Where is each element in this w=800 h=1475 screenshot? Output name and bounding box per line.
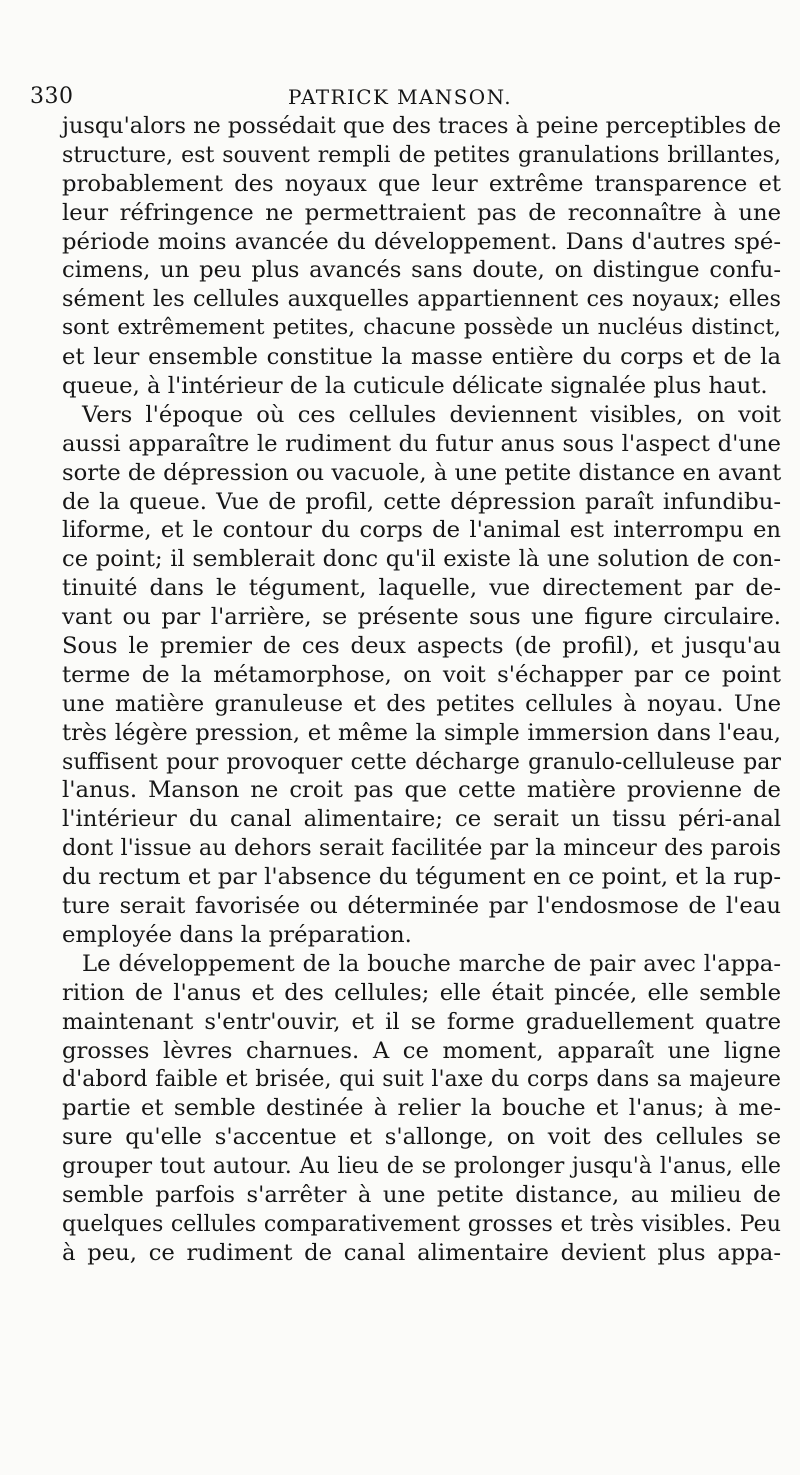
text-line: vant ou par l'arrière, se présente sous une figure circulaire. xyxy=(62,604,781,631)
text-line: semble parfois s'arrêter à une petite distance, au milieu de xyxy=(62,1181,781,1208)
text-line: une matière granuleuse et des petites cellules à noyau. Une xyxy=(62,690,781,717)
body-text xyxy=(62,112,781,1268)
text-line: aussi apparaître le rudiment du futur anus sous l'aspect d'une xyxy=(62,430,781,457)
text-line: l'anus. Manson ne croit pas que cette matière provienne de xyxy=(62,777,781,804)
text-line: grouper tout autour. Au lieu de se prolonger jusqu'à l'anus, elle xyxy=(62,1153,781,1180)
text-line: sure qu'elle s'accentue et s'allonge, on voit des cellules se xyxy=(62,1124,781,1151)
text-line: liforme, et le contour du corps de l'animal est interrompu en xyxy=(62,517,781,544)
text-line: ture serait favorisée ou déterminée par l'endosmose de l'eau xyxy=(62,893,781,920)
text-line: Vers l'époque où ces cellules deviennent visibles, on voit xyxy=(82,401,781,428)
text-line: quelques cellules comparativement grosses et très visibles. Peu xyxy=(62,1210,781,1237)
text-line: leur réfringence ne permettraient pas de reconnaître à une xyxy=(62,199,781,226)
text-line: tinuité dans le tégument, laquelle, vue directement par de- xyxy=(62,575,781,602)
text-line: structure, est souvent rempli de petites granulations brillantes, xyxy=(62,141,781,168)
text-line: période moins avancée du développement. Dans d'autres spé- xyxy=(62,228,781,255)
text-line: du rectum et par l'absence du tégument en ce point, et la rup- xyxy=(62,864,781,891)
text-line: cimens, un peu plus avancés sans doute, on distingue confu- xyxy=(62,257,781,284)
text-line: Sous le premier de ces deux aspects (de profil), et jusqu'au xyxy=(62,633,781,660)
text-line: queue, à l'intérieur de la cuticule délicate signalée plus haut. xyxy=(62,373,768,400)
text-line: grosses lèvres charnues. A ce moment, apparaît une ligne xyxy=(62,1037,781,1064)
text-line: à peu, ce rudiment de canal alimentaire devient plus appa- xyxy=(62,1239,781,1266)
text-line: de la queue. Vue de profil, cette dépression paraît infundibu- xyxy=(62,488,781,515)
text-line: et leur ensemble constitue la masse entière du corps et de la xyxy=(62,344,781,371)
text-line: probablement des noyaux que leur extrême transparence et xyxy=(62,170,781,197)
text-line: maintenant s'entr'ouvir, et il se forme graduellement quatre xyxy=(62,1008,781,1035)
text-line: rition de l'anus et des cellules; elle était pincée, elle semble xyxy=(62,979,781,1006)
text-line: sément les cellules auxquelles appartiennent ces noyaux; elles xyxy=(62,286,781,313)
page-number: 330 xyxy=(30,84,74,109)
text-line: très légère pression, et même la simple immersion dans l'eau, xyxy=(62,719,781,746)
text-line: l'intérieur du canal alimentaire; ce serait un tissu péri-anal xyxy=(62,806,781,833)
page-header xyxy=(30,84,770,114)
text-line: Le développement de la bouche marche de pair avec l'appa- xyxy=(82,950,781,977)
text-line: suffisent pour provoquer cette décharge granulo-celluleuse par xyxy=(62,748,781,775)
text-line: sont extrêmement petites, chacune possède un nucléus distinct, xyxy=(62,315,781,341)
text-line: dont l'issue au dehors serait facilitée par la minceur des parois xyxy=(62,835,781,862)
text-line: sorte de dépression ou vacuole, à une petite distance en avant xyxy=(62,459,782,486)
text-line: jusqu'alors ne possédait que des traces à peine perceptibles de xyxy=(62,113,782,139)
running-title: PATRICK MANSON. xyxy=(288,85,512,109)
text-line: terme de la métamorphose, on voit s'échapper par ce point xyxy=(62,661,781,688)
text-line: ce point; il semblerait donc qu'il existe là une solution de con- xyxy=(62,546,781,573)
text-line: employée dans la préparation. xyxy=(62,921,412,948)
text-line: partie et semble destinée à relier la bouche et l'anus; à me- xyxy=(62,1095,781,1122)
text-line: d'abord faible et brisée, qui suit l'axe du corps dans sa majeure xyxy=(62,1066,781,1093)
